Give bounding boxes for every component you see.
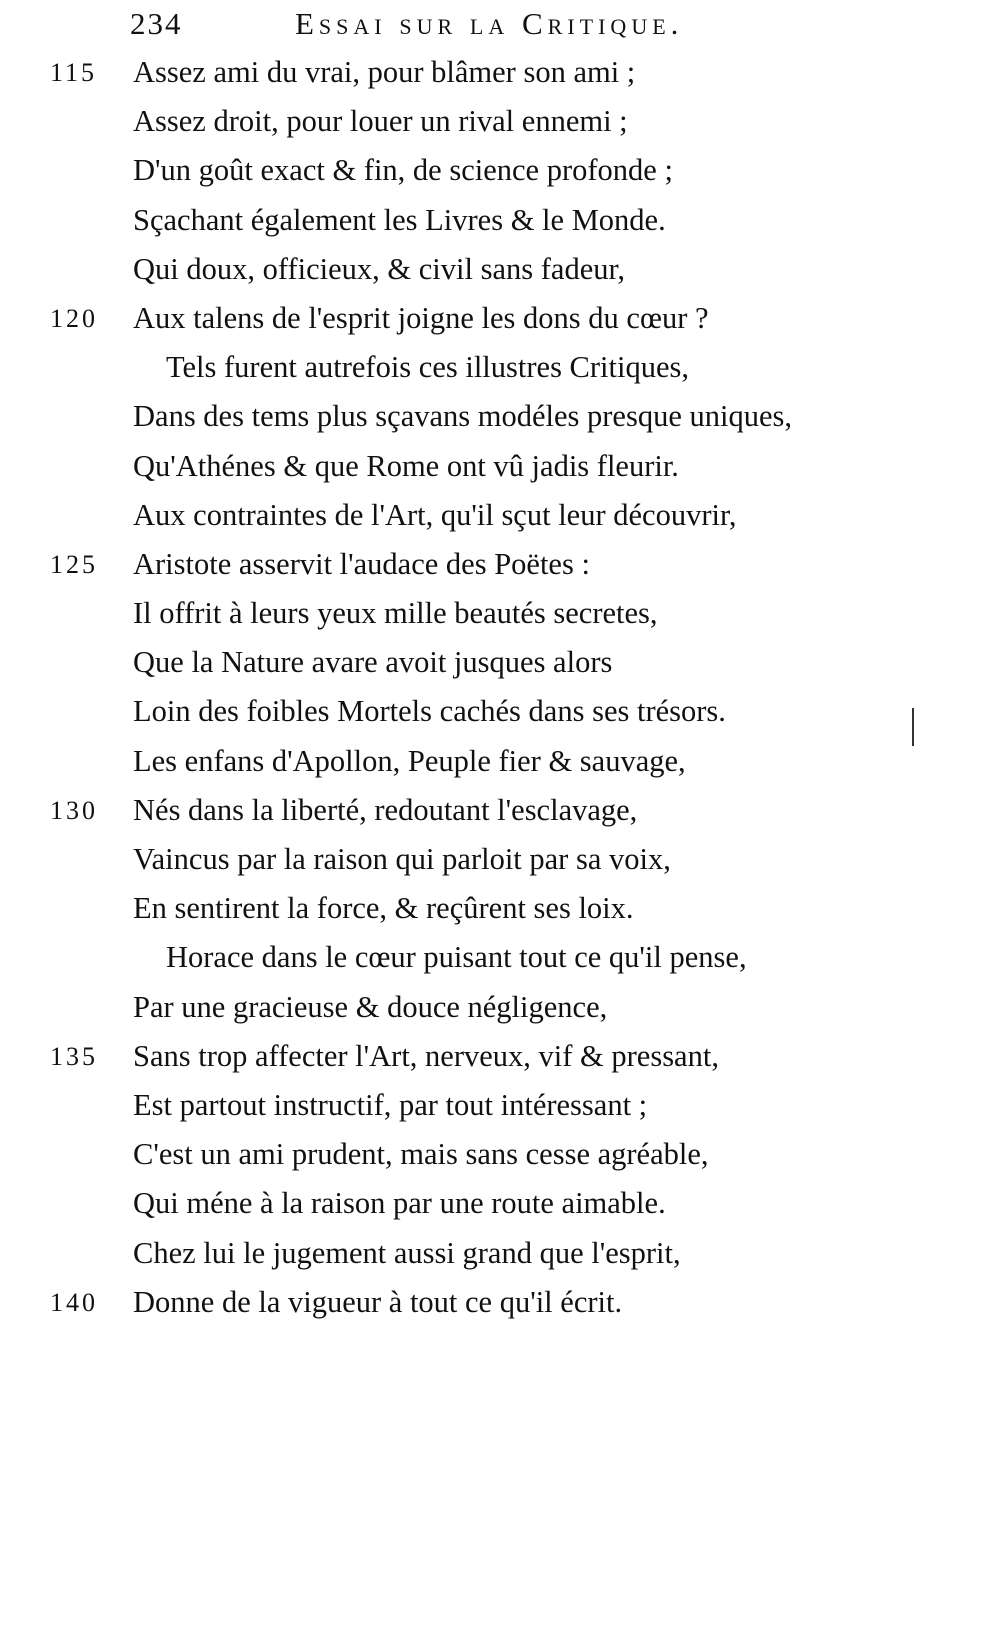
verse-line <box>0 196 1000 245</box>
verse-text: Nés dans la liberté, redoutant l'esclavage, <box>133 792 638 827</box>
margin-mark <box>912 708 914 746</box>
verse-text: Aux contraintes de l'Art, qu'il sçut leur découvrir, <box>133 497 737 532</box>
verse-text: Qu'Athénes & que Rome ont vû jadis fleurir. <box>133 448 679 483</box>
line-number: 135 <box>50 1041 98 1071</box>
verse-line <box>0 491 1000 540</box>
verse-text: Qui doux, officieux, & civil sans fadeur, <box>133 251 626 286</box>
verse-line <box>0 1179 1000 1228</box>
verse-text: Par une gracieuse & douce négligence, <box>133 989 608 1024</box>
verse-line <box>0 48 1000 97</box>
poem-text <box>0 48 1000 1327</box>
verse-line <box>0 540 1000 589</box>
verse-line <box>0 589 1000 638</box>
verse-text: Vaincus par la raison qui parloit par sa voix, <box>133 842 671 876</box>
verse-line <box>0 835 1000 884</box>
verse-line <box>0 983 1000 1032</box>
verse-line <box>0 442 1000 491</box>
verse-text: Horace dans le cœur puisant tout ce qu'il pense, <box>166 940 747 975</box>
verse-line <box>0 884 1000 933</box>
line-number: 140 <box>50 1287 98 1317</box>
verse-line <box>0 245 1000 294</box>
verse-line <box>0 687 1000 736</box>
verse-text: En sentirent la force, & reçûrent ses loix. <box>133 891 634 926</box>
verse-text: Que la Nature avare avoit jusques alors <box>133 645 613 680</box>
running-title: Essai sur la Critique. <box>295 6 684 41</box>
verse-line <box>0 737 1000 786</box>
verse-text: Assez droit, pour louer un rival ennemi ; <box>133 104 628 139</box>
verse-text: Loin des foibles Mortels cachés dans ses trésors. <box>133 694 726 729</box>
verse-text: C'est un ami prudent, mais sans cesse agréable, <box>133 1137 709 1172</box>
verse-text: Sans trop affecter l'Art, nerveux, vif & pressant, <box>133 1038 719 1073</box>
verse-line <box>0 343 1000 392</box>
verse-line <box>0 933 1000 982</box>
verse-line <box>0 1032 1000 1081</box>
line-number: 125 <box>50 549 98 579</box>
page-number: 234 <box>130 6 183 41</box>
line-number: 130 <box>50 795 98 825</box>
verse-line <box>0 1081 1000 1130</box>
verse-text: Tels furent autrefois ces illustres Critiques, <box>166 350 690 385</box>
verse-text: Dans des tems plus sçavans modéles presque uniques, <box>133 399 793 434</box>
verse-line <box>0 786 1000 835</box>
verse-line <box>0 392 1000 441</box>
running-head <box>130 4 850 44</box>
verse-text: Qui méne à la raison par une route aimable. <box>133 1186 666 1221</box>
verse-line <box>0 638 1000 687</box>
verse-text: Est partout instructif, par tout intéressant ; <box>133 1087 648 1122</box>
verse-line <box>0 294 1000 343</box>
verse-line <box>0 146 1000 195</box>
verse-text: Aristote asservit l'audace des Poëtes : <box>133 546 590 581</box>
verse-text: Il offrit à leurs yeux mille beautés secretes, <box>133 596 658 631</box>
line-number: 120 <box>50 303 98 333</box>
verse-text: Assez ami du vrai, pour blâmer son ami ; <box>133 55 636 89</box>
line-number: 115 <box>50 58 98 87</box>
verse-text: Aux talens de l'esprit joigne les dons du cœur ? <box>133 300 709 335</box>
verse-text: Sçachant également les Livres & le Monde. <box>133 202 666 237</box>
verse-line <box>0 1278 1000 1327</box>
verse-text: Chez lui le jugement aussi grand que l'esprit, <box>133 1235 681 1270</box>
verse-text: Donne de la vigueur à tout ce qu'il écrit. <box>133 1284 623 1319</box>
verse-text: Les enfans d'Apollon, Peuple fier & sauvage, <box>133 743 686 778</box>
verse-line <box>0 1229 1000 1278</box>
verse-line <box>0 1130 1000 1179</box>
verse-line <box>0 97 1000 146</box>
verse-text: D'un goût exact & fin, de science profonde ; <box>133 153 673 188</box>
